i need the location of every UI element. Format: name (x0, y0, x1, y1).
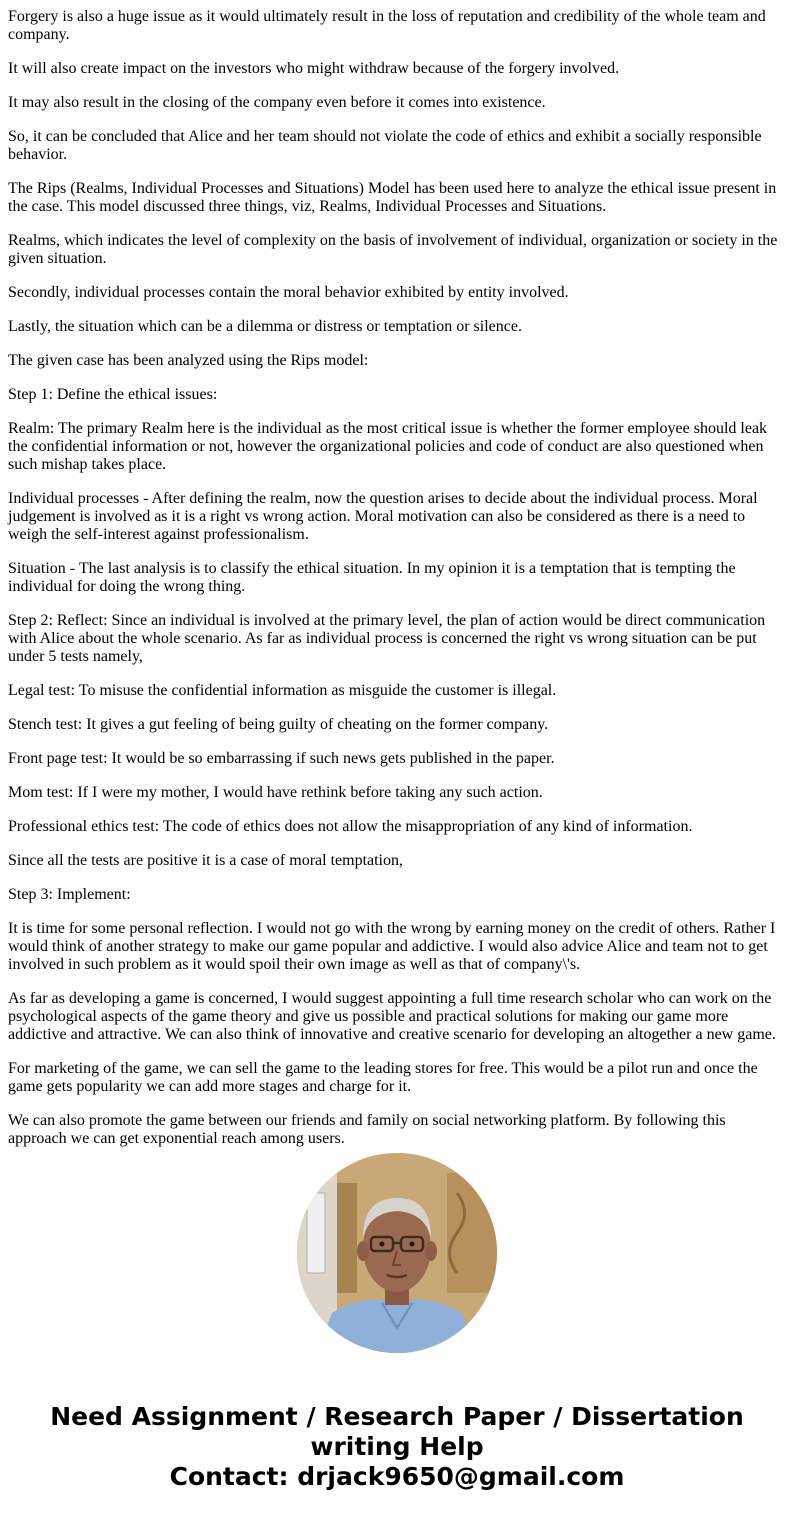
paragraph: Realms, which indicates the level of complexity on the basis of involvement of individual, organization or society in the given situation. (8, 232, 778, 267)
paragraph: So, it can be concluded that Alice and her team should not violate the code of ethics and exhibit a socially responsible behavior. (8, 128, 762, 163)
paragraph: Since all the tests are positive it is a case of moral temptation, (8, 852, 403, 869)
article-body (8, 0, 780, 1148)
paragraph: Stench test: It gives a gut feeling of being guilty of cheating on the former company. (8, 716, 549, 733)
author-photo-icon (297, 1153, 497, 1353)
cta-banner (0, 1402, 794, 1492)
paragraph: It will also create impact on the investors who might withdraw because of the forgery involved. (8, 60, 620, 77)
paragraph: Front page test: It would be so embarrassing if such news gets published in the paper. (8, 750, 555, 767)
paragraph: Individual processes - After defining the realm, now the question arises to decide about the individual process. Moral judgement is involved as it is a right vs wrong action. Moral motivation can also be considered as there is a need to weigh the self-interest against professionalism. (8, 490, 758, 543)
paragraph: Mom test: If I were my mother, I would have rethink before taking any such action. (8, 784, 543, 801)
paragraph: Step 2: Reflect: Since an individual is involved at the primary level, the plan of action would be direct communication with Alice about the whole scenario. As far as individual process is concerned the right vs wrong situation can be put under 5 tests namely, (8, 612, 766, 665)
paragraph: We can also promote the game between our friends and family on social networking platform. By following this approach we can get exponential reach among users. (8, 1112, 726, 1147)
paragraph: Secondly, individual processes contain the moral behavior exhibited by entity involved. (8, 284, 569, 301)
paragraph: Forgery is also a huge issue as it would ultimately result in the loss of reputation and credibility of the whole team and company. (8, 8, 766, 43)
paragraph: The given case has been analyzed using the Rips model: (8, 352, 369, 369)
paragraph: It may also result in the closing of the company even before it comes into existence. (8, 94, 546, 111)
paragraph: For marketing of the game, we can sell the game to the leading stores for free. This would be a pilot run and once the game gets popularity we can add more stages and charge for it. (8, 1060, 758, 1095)
paragraph: Step 1: Define the ethical issues: (8, 386, 218, 403)
paragraph: The Rips (Realms, Individual Processes and Situations) Model has been used here to analyze the ethical issue present in the case. This model discussed three things, viz, Realms, Individual Processes and Situations. (8, 180, 777, 215)
paragraph: As far as developing a game is concerned, I would suggest appointing a full time research scholar who can work on the psychological aspects of the game theory and give us possible and practical solutions for making our game more addictive and attractive. We can also think of innovative and creative scenario for developing an altogether a new game. (8, 990, 776, 1043)
cta-line-help: Need Assignment / Research Paper / Dissertation writing Help (50, 1402, 744, 1461)
paragraph: Situation - The last analysis is to classify the ethical situation. In my opinion it is a temptation that is tempting the individual for doing the wrong thing. (8, 560, 736, 595)
paragraph: Realm: The primary Realm here is the individual as the most critical issue is whether the former employee should leak the confidential information or not, however the organizational policies and code of conduct are also questioned when such mishap takes place. (8, 420, 768, 473)
paragraph: Lastly, the situation which can be a dilemma or distress or temptation or silence. (8, 318, 522, 335)
paragraph: Legal test: To misuse the confidential information as misguide the customer is illegal. (8, 682, 557, 699)
paragraph: Step 3: Implement: (8, 886, 131, 903)
author-avatar (297, 1153, 497, 1353)
cta-line-contact: Contact: drjack9650@gmail.com (169, 1462, 625, 1491)
paragraph: Professional ethics test: The code of ethics does not allow the misappropriation of any kind of information. (8, 818, 693, 835)
paragraph: It is time for some personal reflection. I would not go with the wrong by earning money on the credit of others. Rather I would think of another strategy to make our game popular and addictive. I would also advice Alice and team not to get involved in such problem as it would spoil their own image as well as that of company\'s. (8, 920, 776, 973)
